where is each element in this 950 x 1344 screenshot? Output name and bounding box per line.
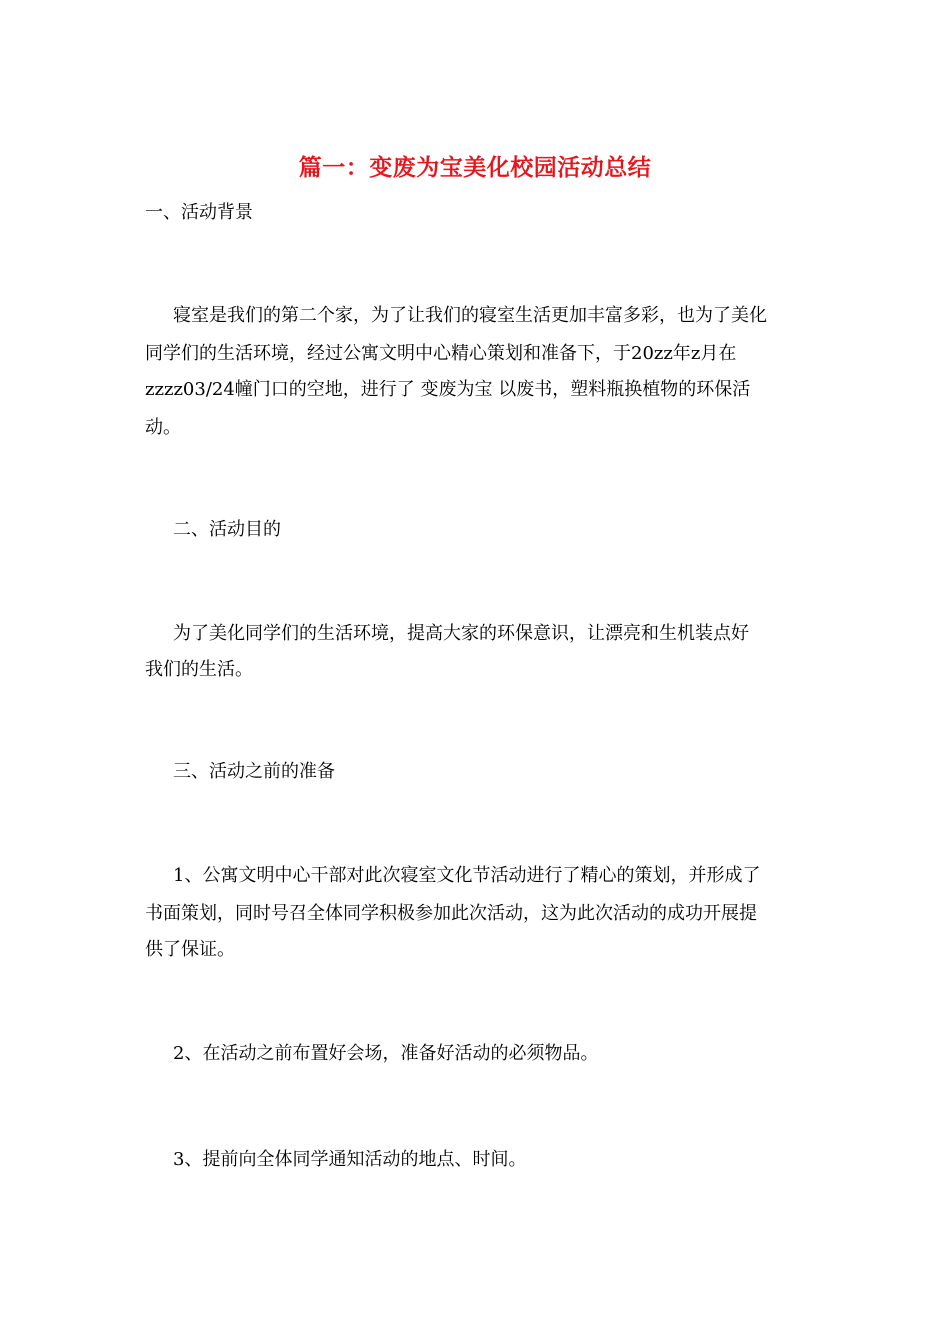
list-item: 3、提前向全体同学通知活动的地点、时间。 (173, 1149, 527, 1170)
paragraph-line: 1、公寓文明中心干部对此次寝室文化节活动进行了精心的策划，并形成了 (173, 865, 761, 886)
section-heading-background: 一、活动背景 (145, 202, 253, 223)
paragraph-line: 同学们的生活环境，经过公寓文明中心精心策划和准备下，于20zz年z月在 (145, 343, 737, 364)
paragraph-line: zzzz03/24幢门口的空地，进行了 变废为宝 以废书，塑料瓶换植物的环保活 (145, 379, 751, 400)
section-heading-purpose: 二、活动目的 (173, 519, 281, 540)
paragraph-line: 动。 (145, 417, 181, 438)
paragraph-line: 书面策划，同时号召全体同学积极参加此次活动，这为此次活动的成功开展提 (145, 903, 757, 924)
paragraph-line: 寝室是我们的第二个家，为了让我们的寝室生活更加丰富多彩，也为了美化 (173, 305, 767, 326)
document-title: 篇一：变废为宝美化校园活动总结 (298, 154, 652, 181)
list-item: 2、在活动之前布置好会场，准备好活动的必须物品。 (173, 1043, 599, 1064)
paragraph-line: 我们的生活。 (145, 659, 253, 680)
paragraph-line: 为了美化同学们的生活环境，提高大家的环保意识，让漂亮和生机装点好 (173, 623, 749, 644)
paragraph-line: 供了保证。 (145, 939, 235, 960)
section-heading-preparation: 三、活动之前的准备 (173, 761, 335, 782)
